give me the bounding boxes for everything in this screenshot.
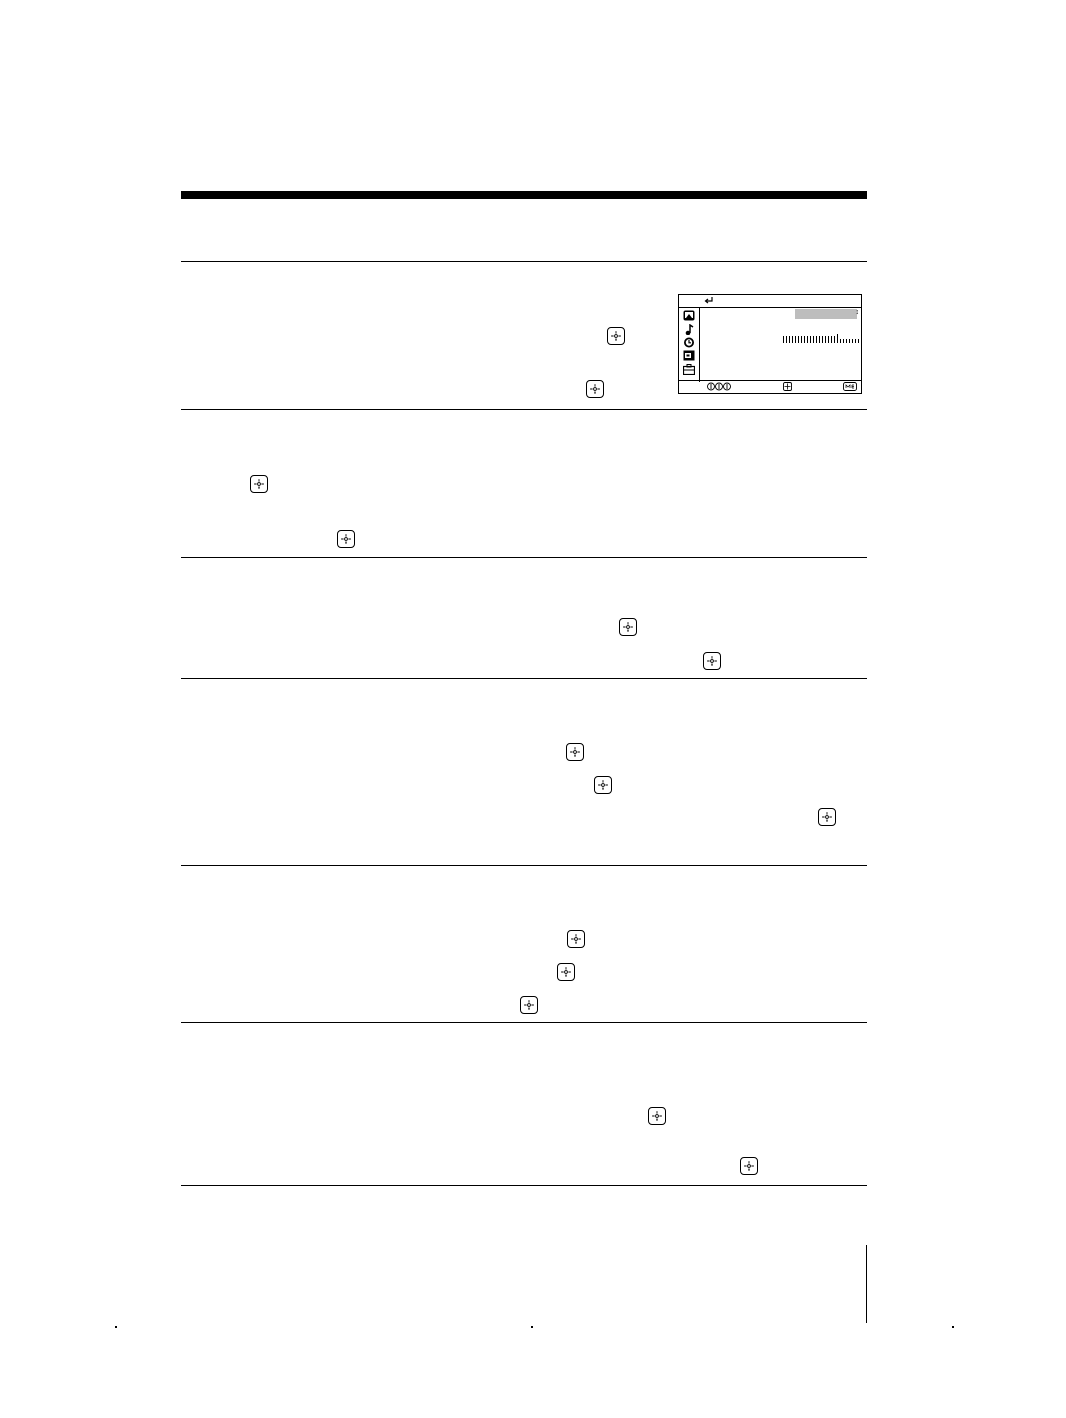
section-divider — [181, 1185, 867, 1186]
osd-menu-footer — [679, 380, 861, 393]
section-divider — [181, 409, 867, 410]
preset-icon — [683, 350, 695, 361]
return-icon — [704, 296, 714, 305]
joystick-button-icon — [557, 963, 575, 981]
crop-mark — [115, 1326, 117, 1328]
level-bar-segment — [825, 336, 826, 343]
level-bar-segment — [837, 334, 838, 343]
joystick-button-icon — [566, 743, 584, 761]
level-bar-segment — [840, 339, 841, 343]
level-bar-segment — [789, 336, 790, 343]
section-divider — [181, 865, 867, 866]
level-bar-segment — [798, 336, 799, 343]
sound-icon — [683, 324, 695, 335]
level-bar-segment — [810, 336, 811, 343]
menu-button-icon — [843, 382, 857, 391]
joystick-button-icon — [648, 1107, 666, 1125]
section-divider — [181, 1022, 867, 1023]
picture-icon — [683, 310, 695, 321]
section-divider — [181, 678, 867, 679]
select-button-icon — [783, 382, 792, 391]
crop-mark — [531, 1326, 533, 1328]
joystick-button-icon — [567, 930, 585, 948]
level-bar-segment — [843, 339, 844, 343]
osd-menu-header — [679, 295, 861, 308]
level-bar-segment — [804, 336, 805, 343]
page-edge-tab-line — [866, 1245, 867, 1323]
joystick-button-icon — [520, 996, 538, 1014]
level-bar-segment — [813, 336, 814, 343]
osd-menu-illustration — [678, 294, 862, 394]
timer-icon — [683, 337, 695, 348]
level-bar-segment — [822, 336, 823, 343]
setup-icon — [683, 364, 695, 375]
osd-selected-item — [795, 309, 857, 319]
osd-menu-sidebar — [679, 307, 700, 382]
section-divider — [181, 557, 867, 558]
joystick-button-icon — [607, 327, 625, 345]
joystick-button-icon — [818, 808, 836, 826]
level-bar-segment — [816, 336, 817, 343]
joystick-button-icon — [250, 475, 268, 493]
level-bar-segment — [855, 339, 856, 343]
level-bar-segment — [849, 339, 850, 343]
joystick-button-icon — [619, 618, 637, 636]
level-bar-segment — [819, 336, 820, 343]
level-bar-segment — [786, 336, 787, 343]
osd-level-bar — [783, 336, 859, 343]
level-bar-segment — [828, 336, 829, 343]
section-divider — [181, 261, 867, 262]
joystick-button-icon — [337, 530, 355, 548]
level-bar-segment — [807, 336, 808, 343]
level-bar-segment — [801, 336, 802, 343]
crop-mark — [952, 1326, 954, 1328]
level-bar-segment — [858, 339, 859, 343]
level-bar-segment — [831, 336, 832, 343]
joystick-button-icon — [594, 776, 612, 794]
joystick-button-icon — [740, 1157, 758, 1175]
header-bar — [181, 191, 867, 199]
level-bar-segment — [834, 336, 835, 343]
level-bar-segment — [783, 336, 784, 343]
level-bar-segment — [795, 336, 796, 343]
level-bar-segment — [792, 336, 793, 343]
level-bar-segment — [852, 339, 853, 343]
up-down-arrow-icon: ↕ — [855, 309, 859, 316]
level-bar-segment — [846, 339, 847, 343]
joystick-arrows-icon — [707, 382, 731, 391]
joystick-button-icon — [703, 652, 721, 670]
joystick-button-icon — [586, 380, 604, 398]
